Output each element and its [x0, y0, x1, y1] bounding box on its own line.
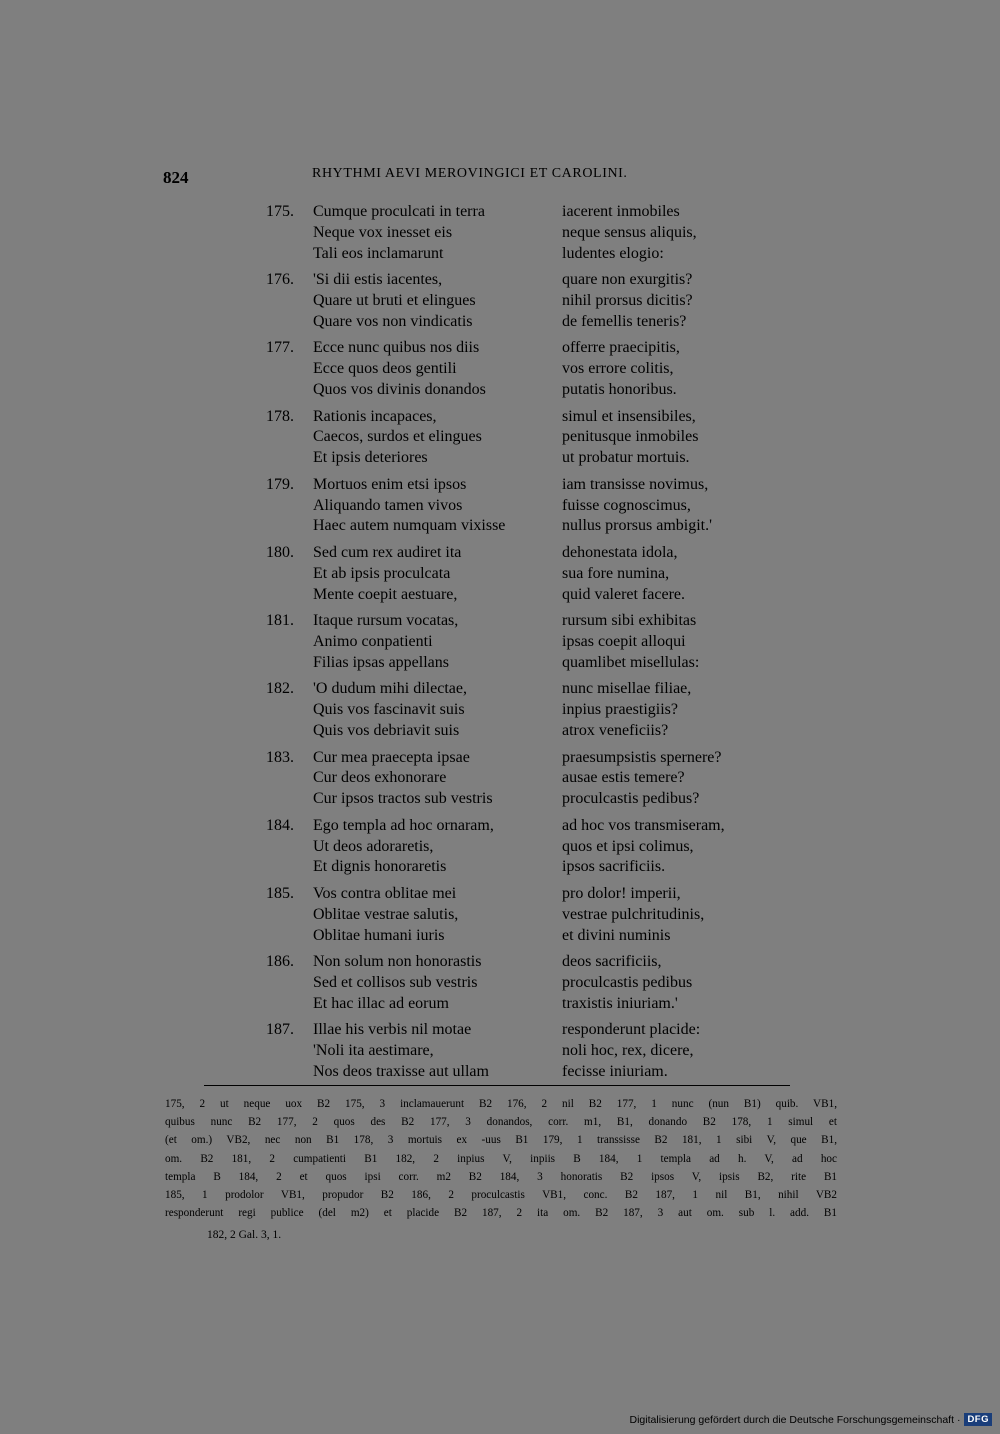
verse-second-half: fecisse iniuriam. [562, 1062, 668, 1080]
verse-second-half: traxistis iniuriam.' [562, 994, 678, 1012]
stanza-number: 183. [266, 748, 294, 766]
verse-second-half: proculcastis pedibus [562, 973, 693, 991]
verse-second-half: ad hoc vos transmiseram, [562, 816, 725, 834]
verse-first-half: Animo conpatienti [313, 632, 433, 650]
verse-first-half: Cur deos exhonorare [313, 769, 447, 787]
stanza-number: 186. [266, 953, 294, 971]
stanza-number: 181. [266, 612, 294, 630]
verse-first-half: 'Si dii estis iacentes, [313, 271, 443, 289]
stanza [0, 883, 1000, 945]
verse-second-half: rursum sibi exhibitas [562, 612, 697, 630]
sources-note: 182, 2 Gal. 3, 1. [207, 1229, 282, 1241]
apparatus-line: 175, 2 ut neque uox B2 175, 3 inclamauerunt B2 176, 2 nil B2 177, 1 nunc (nun B1) quib. VB1, [165, 1098, 837, 1110]
apparatus-line: 185, 1 prodolor VB1, propudor B2 186, 2 proculcastis VB1, conc. B2 187, 1 nil B1, nihil VB2 [165, 1189, 837, 1202]
stanza [0, 747, 1000, 809]
verse-first-half: 'Noli ita aestimare, [313, 1042, 434, 1060]
apparatus-line: om. B2 181, 2 cumpatienti B1 182, 2 inpius V, inpiis B 184, 1 templa ad h. V, ad hoc [165, 1152, 837, 1165]
verse-first-half: Quare vos non vindicatis [313, 312, 473, 330]
verse-first-half: Tali eos inclamarunt [313, 244, 444, 262]
verse-first-half: Cur mea praecepta ipsae [313, 748, 470, 766]
stanza [0, 269, 1000, 331]
verse-second-half: quamlibet misellulas: [562, 653, 700, 671]
verse-first-half: Et dignis honoraretis [313, 858, 447, 876]
verse-second-half: ut probatur mortuis. [562, 449, 690, 467]
verse-first-half: Rationis incapaces, [313, 407, 437, 425]
stanza [0, 951, 1000, 1013]
verse-first-half: Caecos, surdos et elingues [313, 428, 482, 446]
stanza [0, 337, 1000, 399]
verse-second-half: nunc misellae filiae, [562, 680, 692, 698]
apparatus-line: responderunt regi publice (del m2) et placide B2 187, 2 ita om. B2 187, 3 aut om. sub l. add. B1 [165, 1207, 837, 1220]
verse-first-half: Et ab ipsis proculcata [313, 564, 451, 582]
verse-first-half: Itaque rursum vocatas, [313, 612, 459, 630]
verse-first-half: Et hac illac ad eorum [313, 994, 449, 1012]
verse-second-half: de femellis teneris? [562, 312, 687, 330]
verse-first-half: Nos deos traxisse aut ullam [313, 1062, 489, 1080]
stanza-number: 175. [266, 203, 294, 220]
verse-second-half: pro dolor! imperii, [562, 885, 681, 902]
verse-second-half: ludentes elogio: [562, 244, 664, 262]
verse-first-half: Oblitae vestrae salutis, [313, 905, 459, 923]
stanza-number: 178. [266, 407, 294, 425]
stanza-number: 185. [266, 885, 294, 902]
stanza [0, 678, 1000, 740]
verse-first-half: Sed et collisos sub vestris [313, 973, 478, 991]
verse-second-half: quare non exurgitis? [562, 271, 693, 289]
verse-second-half: iam transisse novimus, [562, 475, 709, 493]
stanza-number: 184. [266, 816, 294, 834]
stanza [0, 542, 1000, 604]
verse-first-half: Mente coepit aestuare, [313, 585, 458, 603]
verse-second-half: quid valeret facere. [562, 585, 686, 603]
verse-second-half: offerre praecipitis, [562, 339, 680, 357]
verse-second-half: ipsos sacrificiis. [562, 858, 666, 876]
stanza [0, 1019, 1000, 1081]
verse-first-half: Ecce quos deos gentili [313, 360, 457, 378]
apparatus-line: (et om.) VB2, nec non B1 178, 3 mortuis ex -uus B1 179, 1 transsisse B2 181, 1 sibi V, que B1, [165, 1134, 837, 1147]
verse-first-half: Illae his verbis nil motae [313, 1021, 472, 1039]
stanza-number: 180. [266, 544, 294, 561]
verse-first-half: Ecce nunc quibus nos diis [313, 339, 480, 357]
verse-second-half: vos errore colitis, [562, 360, 674, 378]
verse-first-half: Non solum non honorastis [313, 953, 482, 971]
verse-second-half: ausae estis temere? [562, 769, 685, 787]
verse-second-half: simul et insensibiles, [562, 407, 696, 425]
verse-second-half: quos et ipsi colimus, [562, 837, 694, 855]
verse-first-half: Neque vox inesset eis [313, 223, 453, 241]
verse-second-half: vestrae pulchritudinis, [562, 905, 705, 923]
verse-first-half: Vos contra oblitae mei [313, 885, 457, 902]
verse-second-half: noli hoc, rex, dicere, [562, 1042, 694, 1060]
dfg-logo-icon: DFG [964, 1413, 992, 1426]
verse-second-half: ipsas coepit alloqui [562, 632, 686, 650]
verse-first-half: Ego templa ad hoc ornaram, [313, 816, 494, 834]
verse-second-half: responderunt placide: [562, 1021, 701, 1039]
stanza [0, 406, 1000, 468]
stanza [0, 815, 1000, 877]
digitization-footer [630, 1413, 992, 1426]
verse-first-half: Sed cum rex audiret ita [313, 544, 462, 561]
verse-first-half: Cur ipsos tractos sub vestris [313, 790, 493, 808]
verse-second-half: fuisse cognoscimus, [562, 496, 691, 514]
verse-first-half: Quos vos divinis donandos [313, 380, 486, 398]
stanza [0, 201, 1000, 263]
verse-first-half: Filias ipsas appellans [313, 653, 449, 671]
stanza-number: 187. [266, 1021, 294, 1039]
stanza-number: 179. [266, 475, 294, 493]
verse-second-half: putatis honoribus. [562, 380, 677, 398]
verse-first-half: Oblitae humani iuris [313, 926, 445, 944]
verse-first-half: Ut deos adoraretis, [313, 837, 434, 855]
apparatus-line: templa B 184, 2 et quos ipsi corr. m2 B2 184, 3 honoratis B2 ipsos V, ipsis B2, rite B1 [165, 1170, 837, 1183]
verse-first-half: Mortuos enim etsi ipsos [313, 475, 467, 493]
apparatus-rule [204, 1085, 790, 1086]
verse-first-half: Et ipsis deteriores [313, 449, 428, 467]
critical-apparatus [165, 1095, 837, 1222]
verse-second-half: nihil prorsus dicitis? [562, 291, 693, 309]
verse-second-half: et divini numinis [562, 926, 671, 944]
running-head: RHYTHMI AEVI MEROVINGICI ET CAROLINI. [312, 166, 628, 181]
page-number: 824 [163, 168, 189, 187]
verse-second-half: dehonestata idola, [562, 544, 678, 561]
stanza [0, 610, 1000, 672]
verse-second-half: nullus prorsus ambigit.' [562, 517, 712, 535]
verse-first-half: Quis vos debriavit suis [313, 721, 460, 739]
footer-credit: Digitalisierung gefördert durch die Deutsche Forschungsgemeinschaft · [629, 1413, 961, 1426]
stanza-number: 176. [266, 271, 294, 289]
verse-second-half: proculcastis pedibus? [562, 790, 700, 808]
apparatus-line: quibus nunc B2 177, 2 quos des B2 177, 3 donandos, corr. m1, B1, donando B2 178, 1 simul et [165, 1116, 837, 1129]
verse-second-half: iacerent inmobiles [562, 203, 680, 220]
verse-second-half: neque sensus aliquis, [562, 223, 697, 241]
verse-first-half: Cumque proculcati in terra [313, 203, 485, 220]
verse-second-half: praesumpsistis spernere? [562, 748, 722, 766]
verse-first-half: Quis vos fascinavit suis [313, 701, 465, 719]
verse-second-half: atrox veneficiis? [562, 721, 669, 739]
verse-first-half: Aliquando tamen vivos [313, 496, 463, 514]
stanza-number: 182. [266, 680, 294, 698]
verse-second-half: deos sacrificiis, [562, 953, 662, 971]
stanza-number: 177. [266, 339, 294, 357]
stanza [0, 474, 1000, 536]
verse-second-half: sua fore numina, [562, 564, 670, 582]
verse-first-half: Quare ut bruti et elingues [313, 291, 476, 309]
verse-second-half: inpius praestigiis? [562, 701, 678, 719]
verse-first-half: Haec autem numquam vixisse [313, 517, 506, 535]
verse-first-half: 'O dudum mihi dilectae, [313, 680, 467, 698]
verse-second-half: penitusque inmobiles [562, 428, 699, 446]
